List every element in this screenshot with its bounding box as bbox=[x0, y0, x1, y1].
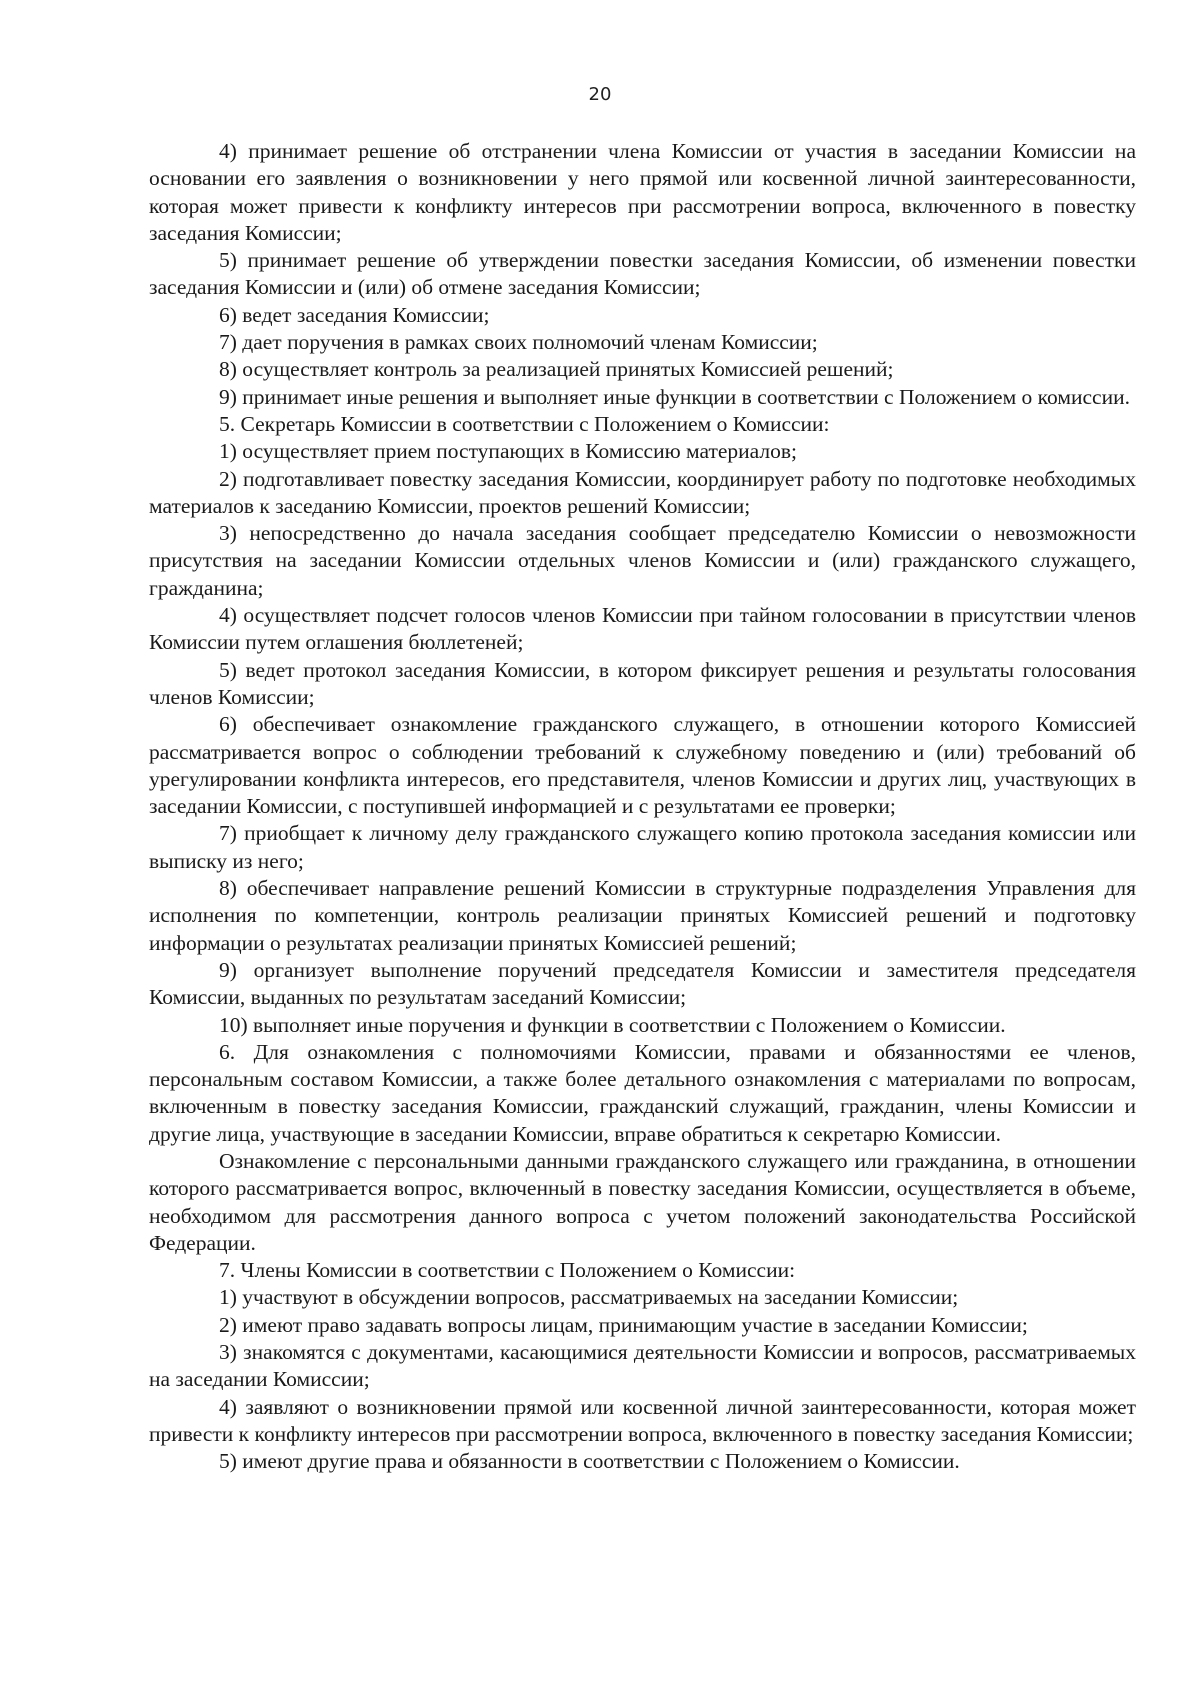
paragraph: 2) имеют право задавать вопросы лицам, принимающим участие в заседании Комиссии; bbox=[219, 1312, 1028, 1337]
paragraph: 5) ведет протокол заседания Комиссии, в котором фиксирует решения и результаты голосования членов Комиссии; bbox=[149, 657, 1136, 709]
paragraph: 4) осуществляет подсчет голосов членов Комиссии при тайном голосовании в присутствии членов Комиссии путем оглашения бюллетеней; bbox=[149, 603, 1136, 655]
paragraph: 5) имеют другие права и обязанности в соответствии с Положением о Комиссии. bbox=[219, 1449, 960, 1474]
page-number: 20 bbox=[588, 84, 612, 105]
paragraph: 1) осуществляет прием поступающих в Комиссию материалов; bbox=[219, 439, 797, 464]
paragraph: 7) приобщает к личному делу гражданского служащего копию протокола заседания комиссии или выписку из него; bbox=[149, 821, 1136, 873]
document-body bbox=[149, 138, 1136, 1476]
paragraph: Ознакомление с персональными данными гражданского служащего или гражданина, в отношении которого рассматривается вопрос, включенный в повестку заседания Комиссии, осуществляется в объеме, необходимом для рассмотрения данного вопроса с учетом положений законодательства Российской Федерации. bbox=[149, 1148, 1136, 1255]
paragraph: 9) организует выполнение поручений председателя Комиссии и заместителя председателя Комиссии, выданных по результатам заседаний Комиссии; bbox=[149, 957, 1136, 1010]
paragraph: 4) принимает решение об отстранении члена Комиссии от участия в заседании Комиссии на основании его заявления о возникновении у него прямой или косвенной личной заинтересованности, которая может привести к конфликту интересов при рассмотрении вопроса, включенного в повестку заседания Комиссии; bbox=[149, 139, 1136, 245]
paragraph: 3) знакомятся с документами, касающимися деятельности Комиссии и вопросов, рассматриваемых на заседании Комиссии; bbox=[149, 1340, 1136, 1392]
paragraph: 6) обеспечивает ознакомление гражданского служащего, в отношении которого Комиссией рассматривается вопрос о соблюдении требований к служебному поведению и (или) требований об урегулировании конфликта интересов, его представителя, членов Комиссии и других лиц, участвующих в заседании Комиссии, с поступившей информацией и с результатами ее проверки; bbox=[149, 712, 1136, 819]
paragraph: 2) подготавливает повестку заседания Комиссии, координирует работу по подготовке необходимых материалов к заседанию Комиссии, проектов решений Комиссии; bbox=[149, 466, 1136, 518]
paragraph: 5) принимает решение об утверждении повестки заседания Комиссии, об изменении повестки заседания Комиссии и (или) об отмене заседания Комиссии; bbox=[149, 248, 1136, 300]
paragraph: 8) обеспечивает направление решений Комиссии в структурные подразделения Управления для исполнения по компетенции, контроль реализации принятых Комиссией решений и подготовку информации о результатах реализации принятых Комиссией решений; bbox=[149, 876, 1136, 955]
paragraph: 8) осуществляет контроль за реализацией принятых Комиссией решений; bbox=[219, 357, 894, 382]
paragraph: 7. Члены Комиссии в соответствии с Положением о Комиссии: bbox=[219, 1258, 796, 1283]
paragraph: 6. Для ознакомления с полномочиями Комиссии, правами и обязанностями ее членов, персональным составом Комиссии, а также более детального ознакомления с материалами по вопросам, включенным в повестку заседания Комиссии, гражданский служащий, гражданин, члены Комиссии и другие лица, участвующие в заседании Комиссии, вправе обратиться к секретарю Комиссии. bbox=[149, 1039, 1136, 1146]
paragraph: 4) заявляют о возникновении прямой или косвенной личной заинтересованности, которая может привести к конфликту интересов при рассмотрении вопроса, включенного в повестку заседания Комиссии; bbox=[149, 1394, 1136, 1446]
paragraph: 9) принимает иные решения и выполняет иные функции в соответствии с Положением о комиссии. bbox=[219, 384, 1130, 409]
paragraph: 10) выполняет иные поручения и функции в соответствии с Положением о Комиссии. bbox=[219, 1012, 1006, 1037]
paragraph: 1) участвуют в обсуждении вопросов, рассматриваемых на заседании Комиссии; bbox=[219, 1285, 959, 1310]
paragraph: 5. Секретарь Комиссии в соответствии с Положением о Комиссии: bbox=[219, 411, 830, 436]
paragraph: 7) дает поручения в рамках своих полномочий членам Комиссии; bbox=[219, 330, 818, 355]
paragraph: 3) непосредственно до начала заседания сообщает председателю Комиссии о невозможности присутствия на заседании Комиссии отдельных членов Комиссии и (или) гражданского служащего, гражданина; bbox=[149, 521, 1136, 600]
paragraph: 6) ведет заседания Комиссии; bbox=[219, 302, 490, 327]
